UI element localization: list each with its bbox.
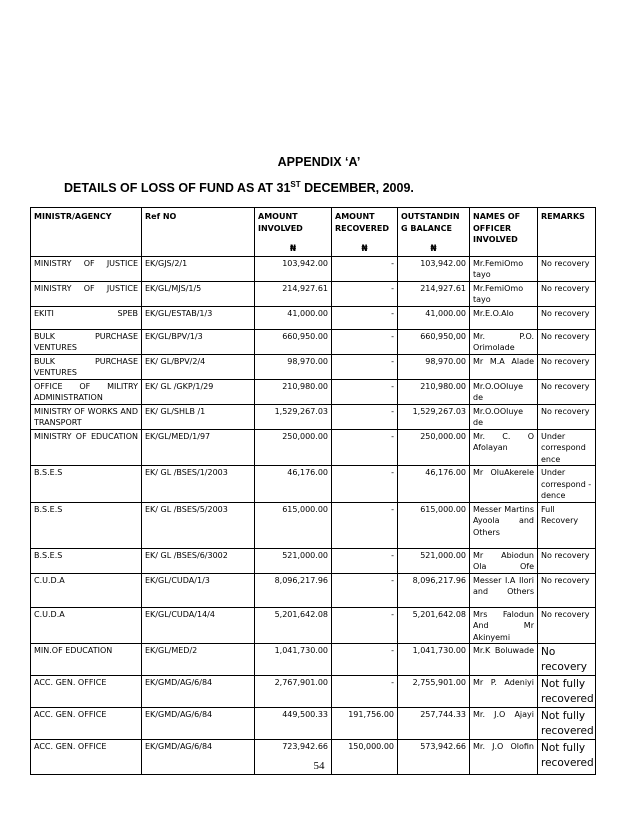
cell-amount-recovered: - bbox=[332, 502, 398, 548]
cell-ref: EK/GL/MJS/1/5 bbox=[142, 281, 255, 306]
cell-ministry: C.U.D.A bbox=[31, 607, 142, 644]
cell-outstanding: 2,755,901.00 bbox=[398, 676, 470, 708]
table-row bbox=[31, 329, 596, 354]
cell-amount-recovered: - bbox=[332, 379, 398, 404]
table-row bbox=[31, 466, 596, 503]
cell-officer: Messer Martins Ayoola and Others bbox=[470, 502, 538, 548]
cell-outstanding: 46,176.00 bbox=[398, 466, 470, 503]
cell-amount-involved: 41,000.00 bbox=[255, 306, 332, 329]
naira-symbol: ₦ bbox=[430, 244, 437, 254]
cell-amount-involved: 210,980.00 bbox=[255, 379, 332, 404]
cell-amount-recovered: - bbox=[332, 306, 398, 329]
cell-remarks: No recovery bbox=[538, 354, 596, 379]
cell-officer: Mr.K Boluwade bbox=[470, 644, 538, 676]
cell-ministry: MINISTRY OF JUSTICE bbox=[31, 281, 142, 306]
cell-ref: EK/GMD/AG/6/84 bbox=[142, 708, 255, 740]
cell-ministry: MIN.OF EDUCATION bbox=[31, 644, 142, 676]
cell-ref: EK/GL/CUDA/1/3 bbox=[142, 573, 255, 607]
table-row bbox=[31, 502, 596, 548]
cell-remarks: Not fully recovered bbox=[538, 740, 596, 775]
cell-remarks: No recovery bbox=[538, 329, 596, 354]
cell-amount-recovered: - bbox=[332, 466, 398, 503]
cell-ref: EK/ GL /BSES/6/3002 bbox=[142, 548, 255, 573]
header-remarks: REMARKS bbox=[538, 208, 596, 257]
header-amount-recovered-label: AMOUNT RECOVERED bbox=[335, 212, 390, 233]
cell-outstanding: 214,927.61 bbox=[398, 281, 470, 306]
header-ministry: MINISTR/AGENCY bbox=[31, 208, 142, 257]
cell-outstanding: 521,000.00 bbox=[398, 548, 470, 573]
loss-of-fund-table bbox=[30, 207, 596, 775]
cell-amount-recovered: - bbox=[332, 676, 398, 708]
table-row bbox=[31, 281, 596, 306]
cell-ref: EK/ GL/SHLB /1 bbox=[142, 404, 255, 429]
cell-ref: EK/GL/CUDA/14/4 bbox=[142, 607, 255, 644]
cell-ministry: ACC. GEN. OFFICE bbox=[31, 676, 142, 708]
cell-amount-involved: 214,927.61 bbox=[255, 281, 332, 306]
cell-remarks: No recovery bbox=[538, 281, 596, 306]
naira-symbol: ₦ bbox=[361, 244, 368, 254]
table-row bbox=[31, 644, 596, 676]
cell-amount-involved: 250,000.00 bbox=[255, 429, 332, 466]
cell-ref: EK/ GL /GKP/1/29 bbox=[142, 379, 255, 404]
cell-ministry: MINISTRY OF JUSTICE bbox=[31, 256, 142, 281]
cell-remarks: No recovery bbox=[538, 573, 596, 607]
cell-outstanding: 5,201,642.08 bbox=[398, 607, 470, 644]
subtitle-superscript: ST bbox=[290, 180, 301, 189]
cell-remarks: No recovery bbox=[538, 644, 596, 676]
cell-outstanding: 103,942.00 bbox=[398, 256, 470, 281]
cell-ref: EK/GL/MED/1/97 bbox=[142, 429, 255, 466]
cell-ministry: C.U.D.A bbox=[31, 573, 142, 607]
cell-outstanding: 1,529,267.03 bbox=[398, 404, 470, 429]
cell-outstanding: 573,942.66 bbox=[398, 740, 470, 775]
cell-ministry: BULK PURCHASE VENTURES bbox=[31, 354, 142, 379]
page-number: 54 bbox=[313, 760, 325, 772]
cell-outstanding: 1,041,730.00 bbox=[398, 644, 470, 676]
cell-officer: Mr.O.OOluye de bbox=[470, 404, 538, 429]
table-row bbox=[31, 573, 596, 607]
cell-remarks: No recovery bbox=[538, 607, 596, 644]
table-row bbox=[31, 354, 596, 379]
table-row bbox=[31, 676, 596, 708]
cell-remarks: No recovery bbox=[538, 379, 596, 404]
cell-officer: Mrs Falodun And Mr Akinyemi bbox=[470, 607, 538, 644]
table-row bbox=[31, 379, 596, 404]
cell-amount-involved: 615,000.00 bbox=[255, 502, 332, 548]
table-row bbox=[31, 429, 596, 466]
cell-ministry: B.S.E.S bbox=[31, 548, 142, 573]
cell-ref: EK/GL/ESTAB/1/3 bbox=[142, 306, 255, 329]
cell-remarks: Full Recovery bbox=[538, 502, 596, 548]
cell-amount-involved: 521,000.00 bbox=[255, 548, 332, 573]
cell-ref: EK/GMD/AG/6/84 bbox=[142, 740, 255, 775]
cell-amount-involved: 2,767,901.00 bbox=[255, 676, 332, 708]
table-row bbox=[31, 607, 596, 644]
cell-officer: Mr.O.OOluye de bbox=[470, 379, 538, 404]
cell-remarks: No recovery bbox=[538, 256, 596, 281]
header-amount-recovered bbox=[332, 208, 398, 257]
header-officer: NAMES OF OFFICER INVOLVED bbox=[470, 208, 538, 257]
cell-officer: Messer I.A Ilori and Others bbox=[470, 573, 538, 607]
cell-officer: Mr. P.O. Orimolade bbox=[470, 329, 538, 354]
cell-amount-involved: 5,201,642.08 bbox=[255, 607, 332, 644]
cell-amount-recovered: 191,756.00 bbox=[332, 708, 398, 740]
cell-amount-recovered: - bbox=[332, 429, 398, 466]
table-row bbox=[31, 306, 596, 329]
cell-amount-involved: 1,041,730.00 bbox=[255, 644, 332, 676]
cell-outstanding: 257,744.33 bbox=[398, 708, 470, 740]
cell-remarks: No recovery bbox=[538, 548, 596, 573]
appendix-title: APPENDIX ‘A’ bbox=[277, 155, 361, 169]
cell-ministry: OFFICE OF MILITRY ADMINISTRATION bbox=[31, 379, 142, 404]
cell-amount-involved: 1,529,267.03 bbox=[255, 404, 332, 429]
cell-officer: Mr M.A Alade bbox=[470, 354, 538, 379]
table-row bbox=[31, 708, 596, 740]
cell-outstanding: 250,000.00 bbox=[398, 429, 470, 466]
document-subtitle bbox=[64, 180, 414, 195]
header-outstanding bbox=[398, 208, 470, 257]
cell-ministry: ACC. GEN. OFFICE bbox=[31, 708, 142, 740]
subtitle-main: DETAILS OF LOSS OF FUND AS AT 31 bbox=[64, 181, 291, 195]
cell-outstanding: 41,000.00 bbox=[398, 306, 470, 329]
cell-ministry: MINISTRY OF EDUCATION bbox=[31, 429, 142, 466]
table-body bbox=[31, 256, 596, 775]
cell-remarks: No recovery bbox=[538, 404, 596, 429]
cell-outstanding: 8,096,217.96 bbox=[398, 573, 470, 607]
cell-officer: Mr.FemiOmo tayo bbox=[470, 256, 538, 281]
cell-ref: EK/GJS/2/1 bbox=[142, 256, 255, 281]
cell-ministry: B.S.E.S bbox=[31, 502, 142, 548]
cell-officer: Mr.E.O.Alo bbox=[470, 306, 538, 329]
header-ref: Ref NO bbox=[142, 208, 255, 257]
header-outstanding-label: OUTSTANDIN G BALANCE bbox=[401, 212, 460, 233]
cell-remarks: Under correspond ence bbox=[538, 429, 596, 466]
cell-ref: EK/ GL /BSES/5/2003 bbox=[142, 502, 255, 548]
cell-amount-involved: 8,096,217.96 bbox=[255, 573, 332, 607]
cell-amount-recovered: - bbox=[332, 644, 398, 676]
cell-ministry: ACC. GEN. OFFICE bbox=[31, 740, 142, 775]
table-row bbox=[31, 256, 596, 281]
cell-officer: Mr OluAkerele bbox=[470, 466, 538, 503]
cell-outstanding: 98,970.00 bbox=[398, 354, 470, 379]
cell-ref: EK/ GL/BPV/2/4 bbox=[142, 354, 255, 379]
cell-ref: EK/GL/MED/2 bbox=[142, 644, 255, 676]
header-amount-involved bbox=[255, 208, 332, 257]
cell-officer: Mr.FemiOmo tayo bbox=[470, 281, 538, 306]
cell-amount-involved: 723,942.66 bbox=[255, 740, 332, 775]
cell-amount-involved: 98,970.00 bbox=[255, 354, 332, 379]
cell-ref: EK/ GL /BSES/1/2003 bbox=[142, 466, 255, 503]
cell-remarks: Not fully recovered bbox=[538, 676, 596, 708]
cell-outstanding: 615,000.00 bbox=[398, 502, 470, 548]
table-row bbox=[31, 404, 596, 429]
cell-ref: EK/GL/BPV/1/3 bbox=[142, 329, 255, 354]
cell-amount-recovered: - bbox=[332, 354, 398, 379]
naira-symbol: ₦ bbox=[289, 244, 297, 254]
cell-amount-recovered: - bbox=[332, 281, 398, 306]
cell-amount-recovered: - bbox=[332, 573, 398, 607]
cell-amount-recovered: - bbox=[332, 256, 398, 281]
cell-amount-involved: 103,942.00 bbox=[255, 256, 332, 281]
cell-officer: Mr. J.O Ajayi bbox=[470, 708, 538, 740]
table-row bbox=[31, 548, 596, 573]
cell-remarks: No recovery bbox=[538, 306, 596, 329]
cell-amount-recovered: - bbox=[332, 329, 398, 354]
cell-amount-recovered: - bbox=[332, 607, 398, 644]
cell-remarks: Under correspond -dence bbox=[538, 466, 596, 503]
cell-ref: EK/GMD/AG/6/84 bbox=[142, 676, 255, 708]
cell-amount-involved: 449,500.33 bbox=[255, 708, 332, 740]
header-amount-involved-label: AMOUNT INVOLVED bbox=[258, 212, 303, 233]
cell-remarks: Not fully recovered bbox=[538, 708, 596, 740]
cell-amount-recovered: - bbox=[332, 548, 398, 573]
cell-amount-recovered: - bbox=[332, 404, 398, 429]
cell-amount-involved: 660,950.00 bbox=[255, 329, 332, 354]
cell-ministry: B.S.E.S bbox=[31, 466, 142, 503]
cell-ministry: EKITI SPEB bbox=[31, 306, 142, 329]
cell-officer: Mr. C. O Afolayan bbox=[470, 429, 538, 466]
cell-officer: Mr. J.O Olofin bbox=[470, 740, 538, 775]
cell-officer: Mr Abiodun Ola Ofe bbox=[470, 548, 538, 573]
cell-amount-involved: 46,176.00 bbox=[255, 466, 332, 503]
cell-outstanding: 210,980.00 bbox=[398, 379, 470, 404]
subtitle-rest: DECEMBER, 2009. bbox=[300, 181, 414, 195]
cell-outstanding: 660,950,00 bbox=[398, 329, 470, 354]
table-header-row bbox=[31, 208, 596, 257]
cell-officer: Mr P. Adeniyi bbox=[470, 676, 538, 708]
cell-amount-recovered: 150,000.00 bbox=[332, 740, 398, 775]
cell-ministry: BULK PURCHASE VENTURES bbox=[31, 329, 142, 354]
cell-ministry: MINISTRY OF WORKS AND TRANSPORT bbox=[31, 404, 142, 429]
